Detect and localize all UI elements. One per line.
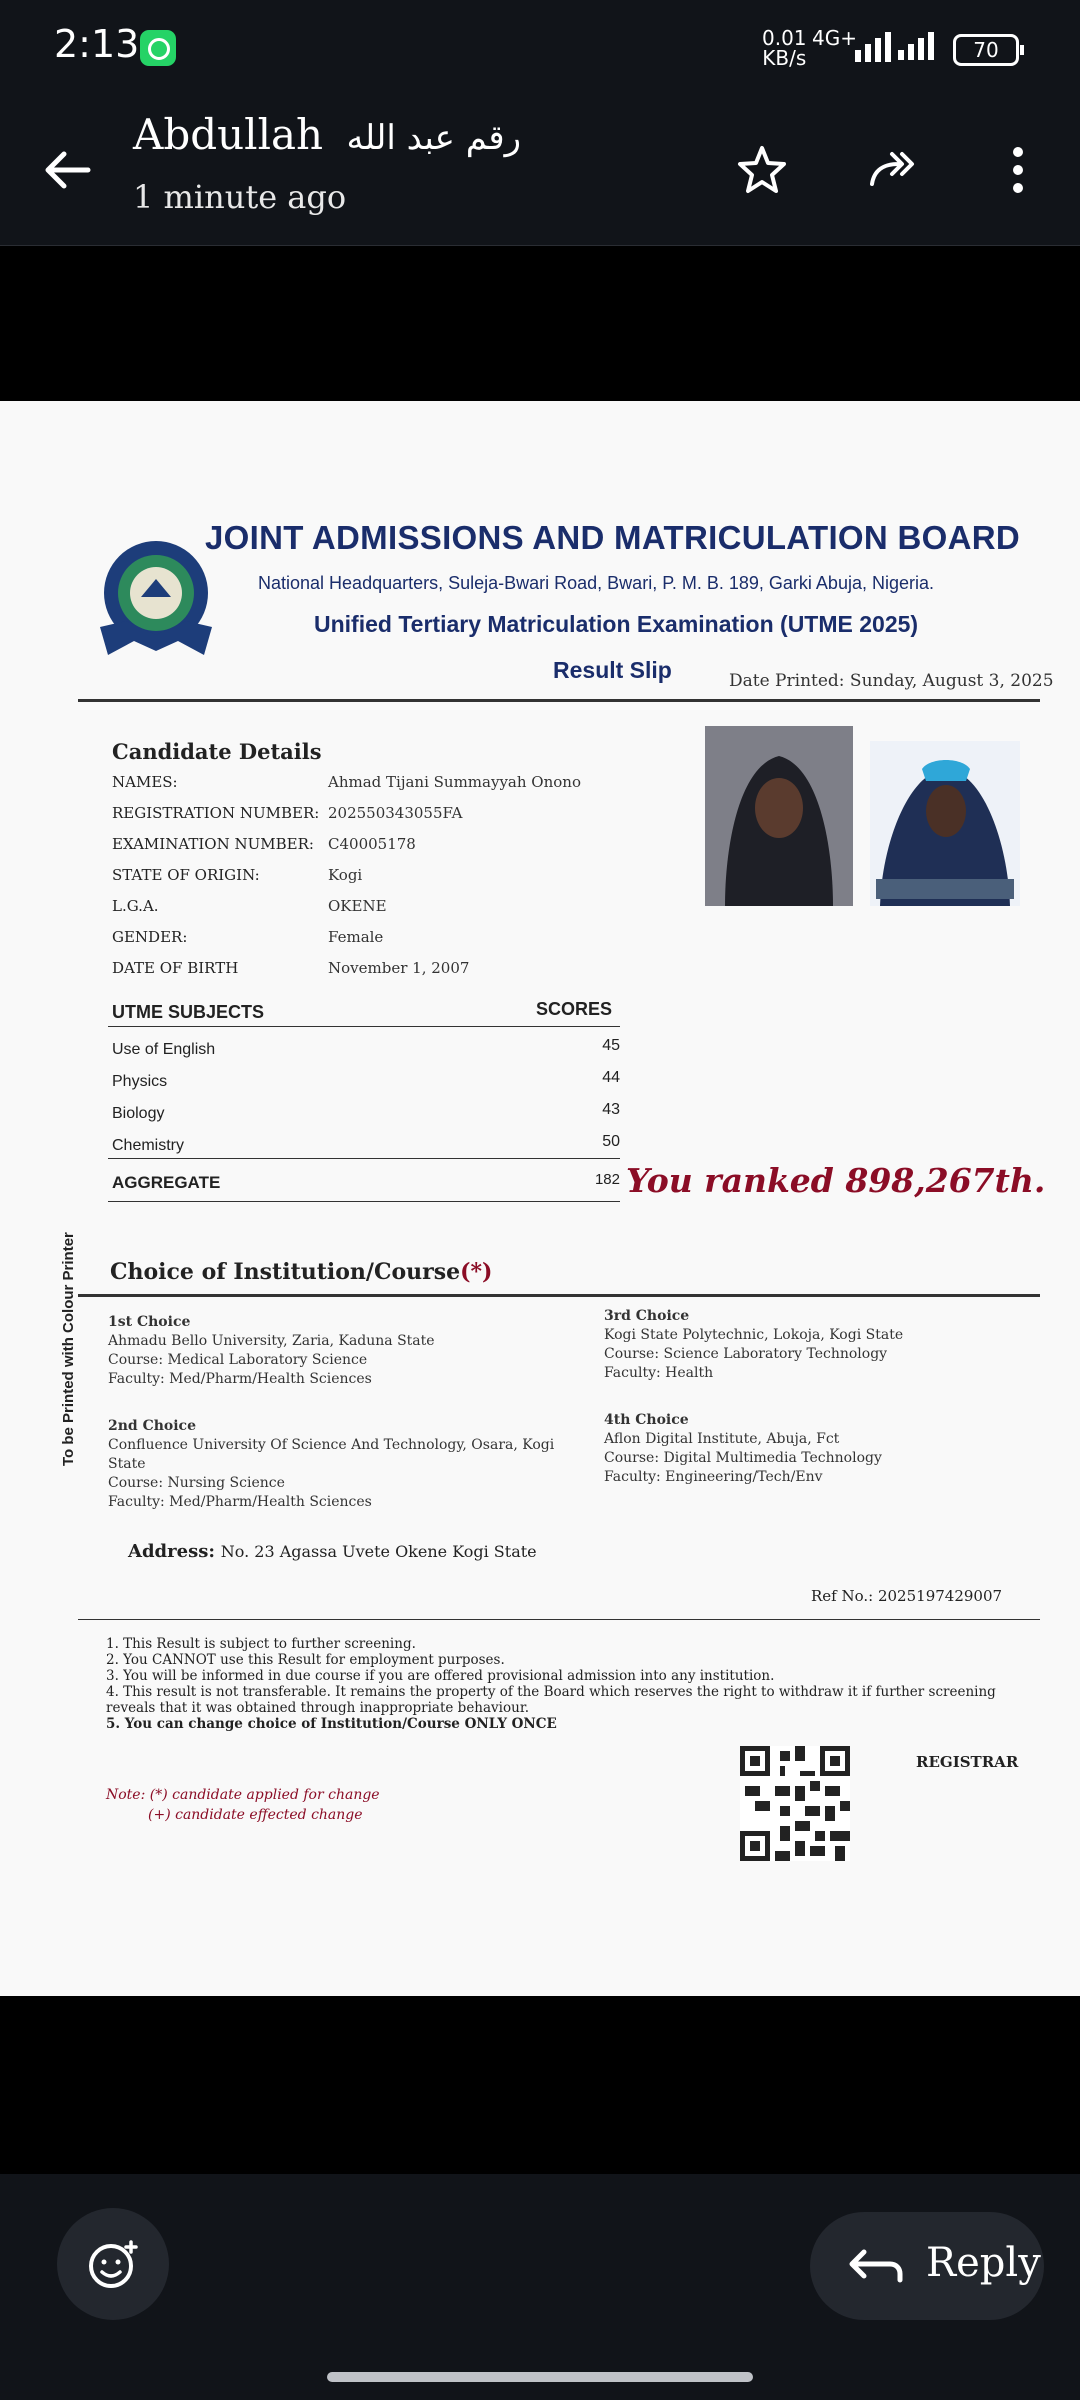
note-item: 1. This Result is subject to further screening. <box>106 1636 416 1652</box>
aggregate-bottom-divider <box>108 1201 620 1202</box>
detail-value: Female <box>328 928 384 946</box>
candidate-photo <box>705 726 853 906</box>
exam-name: Unified Tertiary Matriculation Examination (UTME 2025) <box>314 611 919 637</box>
change-note: Note: (*) candidate applied for change (+) candidate effected change <box>106 1787 380 1823</box>
header-divider <box>78 699 1040 702</box>
detail-value: 202550343055FA <box>328 804 463 822</box>
candidate-photo-2 <box>870 741 1020 906</box>
detail-label: EXAMINATION NUMBER: <box>112 835 314 853</box>
choice-3: 3rd Choice Kogi State Polytechnic, Lokoja, Kogi State Course: Science Laboratory Technology Faculty: Health <box>604 1308 904 1381</box>
network-type: 4G+ <box>812 26 857 50</box>
message-timestamp: 1 minute ago <box>133 178 347 216</box>
sender-tag: رقم عبد الله <box>346 118 522 158</box>
note-item: 2. You CANNOT use this Result for employment purposes. <box>106 1652 505 1668</box>
choice-4: 4th Choice Aflon Digital Institute, Abuja, Fct Course: Digital Multimedia Technology Faculty: Engineering/Tech/Env <box>604 1412 882 1485</box>
app-bar <box>0 100 1080 246</box>
aggregate-top-divider <box>108 1158 620 1159</box>
scores-header: SCORES <box>536 999 613 1019</box>
reply-label: Reply <box>926 2240 1041 2286</box>
result-slip-image[interactable] <box>0 401 1080 1996</box>
headquarters-address: National Headquarters, Suleja-Bwari Road, Bwari, P. M. B. 189, Garki Abuja, Nigeria. <box>258 573 934 593</box>
aggregate-value: 182 <box>594 1171 620 1188</box>
signal-2-icon <box>898 32 934 60</box>
net-speed: 0.01 KB/s <box>762 26 807 70</box>
detail-value: OKENE <box>328 897 387 915</box>
date-printed: Date Printed: Sunday, August 3, 2025 <box>729 671 1054 691</box>
status-bar <box>0 0 1080 100</box>
add-reaction-icon <box>57 2208 169 2320</box>
battery-icon: 70 <box>953 34 1019 66</box>
sender-name: Abdullah <box>133 110 324 159</box>
subject-name: Use of English <box>112 1041 216 1058</box>
choice-section-title: Choice of Institution/Course(*) <box>110 1259 493 1285</box>
notes-divider <box>78 1619 1040 1620</box>
detail-label: REGISTRATION NUMBER: <box>112 804 320 822</box>
notes-list <box>106 1636 1006 1732</box>
reference-number: Ref No.: 2025197429007 <box>811 1587 1003 1605</box>
subjects-divider <box>108 1026 620 1027</box>
more-options-icon[interactable] <box>1000 142 1056 198</box>
choice-divider <box>78 1294 1040 1297</box>
print-instruction: To be Printed with Colour Printer <box>60 1232 77 1466</box>
home-indicator[interactable] <box>327 2372 753 2382</box>
org-name: JOINT ADMISSIONS AND MATRICULATION BOARD <box>205 519 1020 556</box>
subject-name: Physics <box>112 1073 168 1090</box>
aggregate-label: AGGREGATE <box>112 1173 221 1192</box>
rank-text: You ranked 898,267th. <box>626 1161 1046 1200</box>
sender-title <box>133 110 521 159</box>
reply-arrow-icon <box>846 2246 906 2286</box>
detail-label: STATE OF ORIGIN: <box>112 866 260 884</box>
image-viewer[interactable] <box>0 246 1080 2174</box>
note-item: 3. You will be informed in due course if you are offered provisional admission into any institution. <box>106 1668 775 1684</box>
subject-score: 43 <box>602 1101 620 1118</box>
note-item: 4. This result is not transferable. It remains the property of the Board which reserves the right to withdraw it if further screening reveals that it was obtained through inappropriate behaviour. <box>106 1684 996 1716</box>
detail-label: L.G.A. <box>112 897 159 915</box>
detail-label: GENDER: <box>112 928 188 946</box>
subject-name: Chemistry <box>112 1137 185 1154</box>
signal-1-icon <box>855 32 891 62</box>
subject-score: 50 <box>602 1133 620 1150</box>
candidate-address: Address: No. 23 Agassa Uvete Okene Kogi State <box>128 1541 537 1562</box>
react-button[interactable] <box>57 2208 169 2320</box>
whatsapp-notification-icon <box>140 30 176 66</box>
jamb-logo-icon <box>96 531 216 671</box>
star-icon[interactable] <box>734 142 790 198</box>
subjects-header: UTME SUBJECTS <box>112 1002 265 1022</box>
slip-title: Result Slip <box>553 657 672 683</box>
subject-score: 45 <box>602 1037 620 1054</box>
choice-1: 1st Choice Ahmadu Bello University, Zaria, Kaduna State Course: Medical Laboratory Science Faculty: Med/Pharm/Health Sciences <box>108 1314 435 1387</box>
subject-name: Biology <box>112 1105 165 1122</box>
status-time: 2:13 <box>54 22 140 66</box>
subject-score: 44 <box>602 1069 620 1086</box>
detail-value: Kogi <box>328 866 363 884</box>
candidate-section-title: Candidate Details <box>112 739 322 764</box>
forward-icon[interactable] <box>866 142 922 198</box>
qr-code-icon <box>740 1746 850 1861</box>
registrar-label: REGISTRAR <box>916 1753 1019 1771</box>
detail-label: NAMES: <box>112 773 178 791</box>
choice-2: 2nd Choice Confluence University Of Science And Technology, Osara, Kogi State Course: Nursing Science Faculty: Med/Pharm/Health Sciences <box>108 1418 555 1510</box>
detail-value: November 1, 2007 <box>328 959 470 977</box>
reply-button[interactable] <box>810 2212 1044 2320</box>
bottom-bar <box>0 2174 1080 2400</box>
detail-value: Ahmad Tijani Summayyah Onono <box>328 773 581 791</box>
note-item: 5. You can change choice of Institution/Course ONLY ONCE <box>106 1716 557 1732</box>
detail-value: C40005178 <box>328 835 416 853</box>
back-arrow-icon[interactable] <box>40 142 96 198</box>
detail-label: DATE OF BIRTH <box>112 959 239 977</box>
